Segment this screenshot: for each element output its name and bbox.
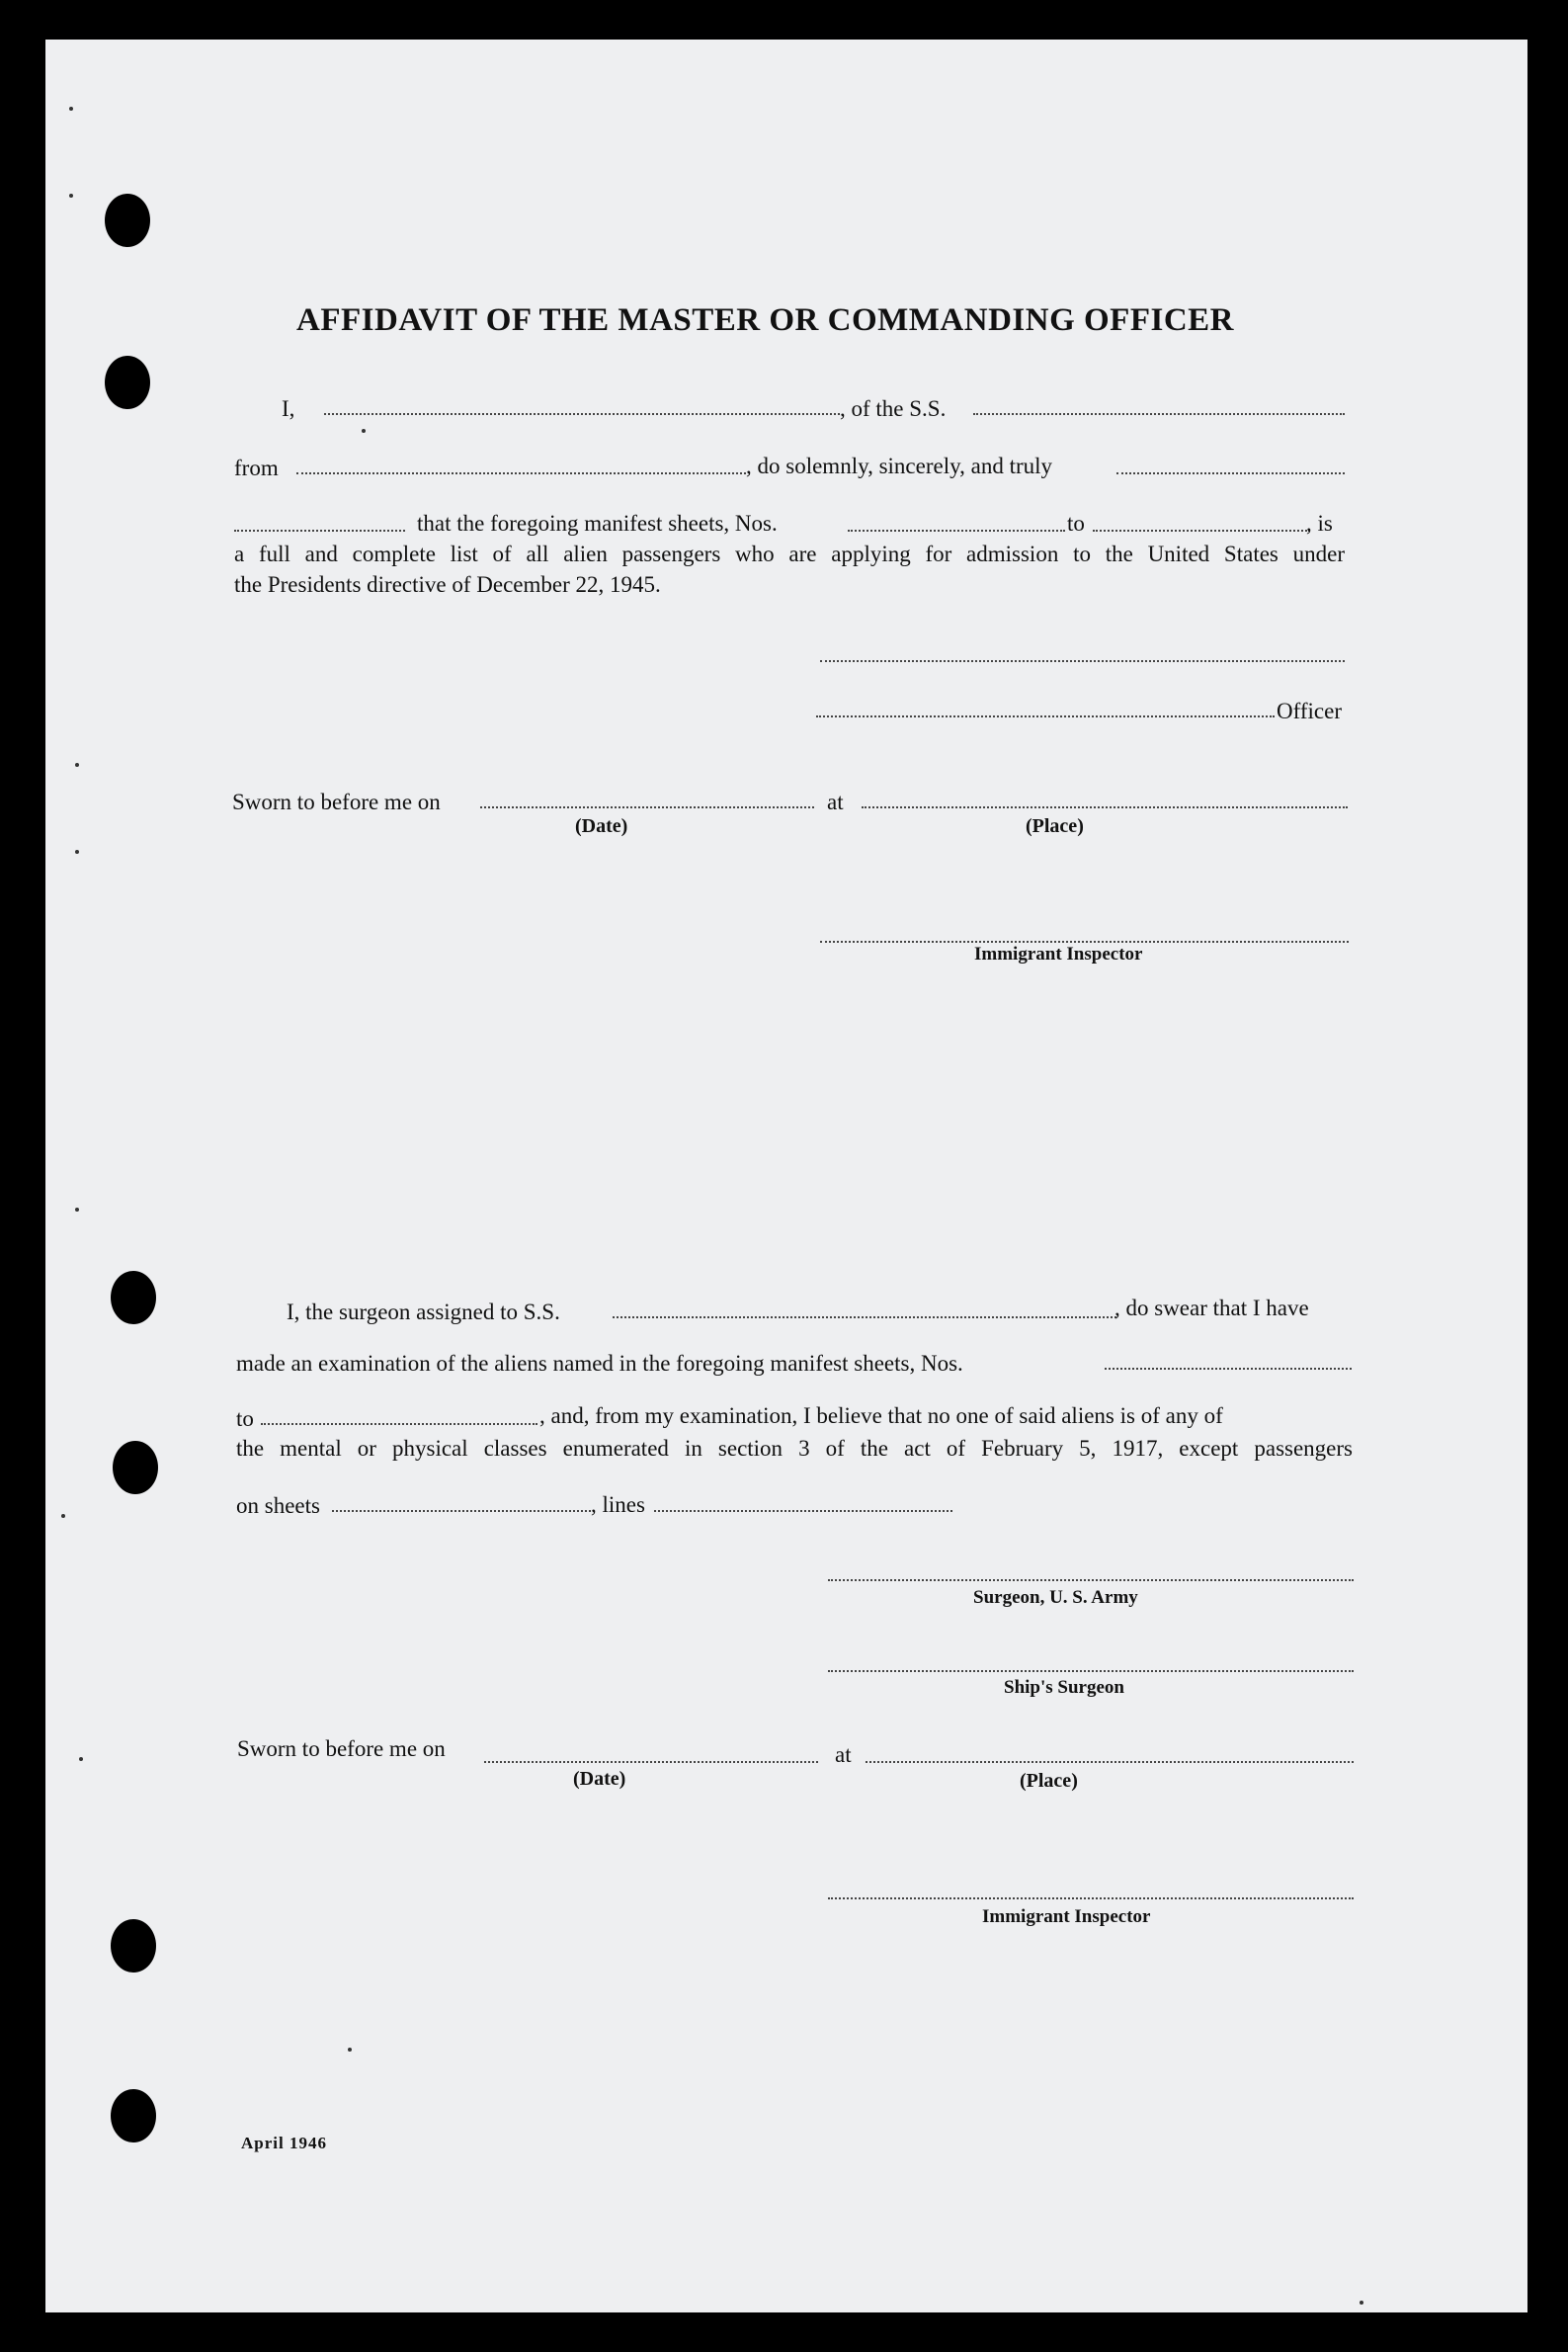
- master-sworn-date-field[interactable]: [480, 806, 814, 808]
- scan-speck: [362, 429, 366, 433]
- master-at-label: at: [827, 790, 844, 814]
- manifest-nos-to-field[interactable]: [1093, 530, 1310, 532]
- master-sworn-place-field[interactable]: [862, 806, 1348, 808]
- surgeon-manifest-nos-field[interactable]: [1105, 1368, 1352, 1370]
- surgeon-inspector-signature-field[interactable]: [828, 1897, 1354, 1899]
- surgeon-statement-line: I, the surgeon assigned to S.S.: [287, 1300, 560, 1324]
- form-page: [45, 40, 1527, 2312]
- date-caption: (Date): [575, 815, 628, 837]
- from-port-field[interactable]: [296, 472, 746, 474]
- of-ss-label: , of the S.S.: [840, 396, 947, 421]
- surgeon-lines-field[interactable]: [654, 1510, 952, 1512]
- scan-speck: [75, 763, 79, 767]
- master-i-label: I,: [282, 396, 295, 421]
- scan-speck: [75, 850, 79, 854]
- surgeon-statement-line: , and, from my examination, I believe that no one of said aliens is of any of: [539, 1403, 1223, 1428]
- inspector-caption: Immigrant Inspector: [974, 944, 1143, 965]
- scan-speck: [69, 194, 73, 198]
- punch-hole: [111, 1919, 156, 1973]
- oath-field[interactable]: [1116, 472, 1345, 474]
- surgeon-lines-label: , lines: [591, 1492, 645, 1517]
- surgeon-to-label: to: [236, 1406, 254, 1431]
- surgeon-sheets-field[interactable]: [332, 1510, 591, 1512]
- punch-hole: [111, 1271, 156, 1324]
- is-label: , is: [1306, 511, 1333, 536]
- place-caption: (Place): [1020, 1770, 1078, 1792]
- officer-label: Officer: [1277, 699, 1342, 723]
- ship-name-field[interactable]: [973, 413, 1345, 415]
- master-statement-line: the Presidents directive of December 22, 1945.: [234, 572, 661, 597]
- punch-hole: [105, 356, 150, 409]
- surgeon-statement-line: , do swear that I have: [1114, 1296, 1309, 1320]
- place-caption: (Place): [1026, 815, 1084, 837]
- form-date-footer: April 1946: [241, 2134, 327, 2152]
- scan-speck: [1360, 2301, 1363, 2305]
- inspector-caption: Immigrant Inspector: [982, 1906, 1151, 1927]
- ship-surgeon-caption: Ship's Surgeon: [1004, 1677, 1124, 1698]
- master-statement-line: a full and complete list of all alien passengers who are applying for admission to the United States under: [234, 542, 1345, 566]
- master-signature-field[interactable]: [820, 660, 1345, 662]
- form-title: AFFIDAVIT OF THE MASTER OR COMMANDING OFFICER: [296, 302, 1234, 338]
- officer-signature-field[interactable]: [816, 715, 1275, 717]
- surgeon-sworn-date-field[interactable]: [484, 1761, 818, 1763]
- master-sworn-label: Sworn to before me on: [232, 790, 441, 814]
- punch-hole: [105, 194, 150, 247]
- surgeon-manifest-to-field[interactable]: [261, 1423, 537, 1425]
- manifest-nos-from-field[interactable]: [848, 530, 1065, 532]
- manifest-label: that the foregoing manifest sheets, Nos.: [417, 511, 778, 536]
- surgeon-sworn-label: Sworn to before me on: [237, 1736, 446, 1761]
- surgeon-sheets-label: on sheets: [236, 1493, 320, 1518]
- solemnly-label: , do solemnly, sincerely, and truly: [746, 454, 1053, 478]
- army-surgeon-signature-field[interactable]: [828, 1579, 1354, 1581]
- surgeon-statement-line: made an examination of the aliens named in the foregoing manifest sheets, Nos.: [236, 1351, 963, 1376]
- from-label: from: [234, 456, 279, 480]
- punch-hole: [113, 1441, 158, 1494]
- ship-surgeon-signature-field[interactable]: [828, 1670, 1354, 1672]
- oath-continuation-field[interactable]: [234, 530, 405, 532]
- army-surgeon-caption: Surgeon, U. S. Army: [973, 1587, 1138, 1608]
- surgeon-sworn-place-field[interactable]: [866, 1761, 1354, 1763]
- surgeon-ship-field[interactable]: [613, 1316, 1116, 1318]
- date-caption: (Date): [573, 1768, 626, 1790]
- surgeon-statement-line: the mental or physical classes enumerated in section 3 of the act of February 5, 1917, except passengers: [236, 1436, 1353, 1461]
- scan-speck: [75, 1208, 79, 1212]
- scan-speck: [348, 2048, 352, 2052]
- scan-speck: [69, 107, 73, 111]
- master-inspector-signature-field[interactable]: [820, 941, 1349, 943]
- manifest-to-label: to: [1067, 511, 1085, 536]
- punch-hole: [111, 2089, 156, 2142]
- master-name-field[interactable]: [324, 413, 840, 415]
- surgeon-at-label: at: [835, 1742, 852, 1767]
- scan-speck: [61, 1514, 65, 1518]
- scan-speck: [79, 1757, 83, 1761]
